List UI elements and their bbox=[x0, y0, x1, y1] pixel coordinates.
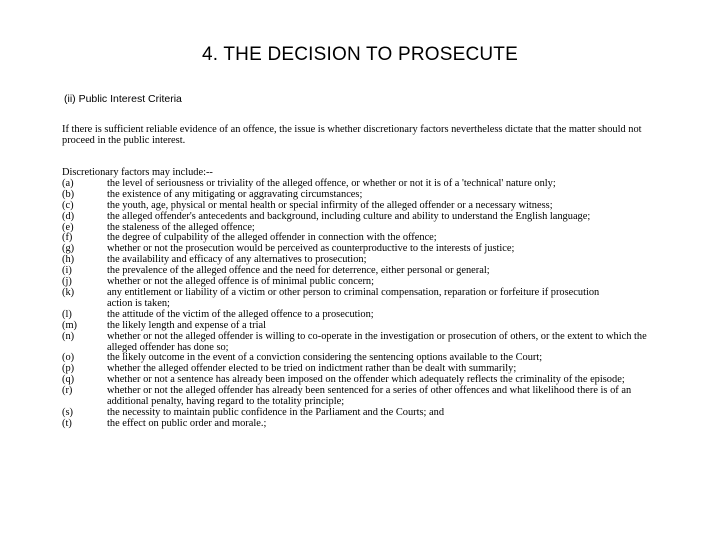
criteria-text-line: whether or not a sentence has already been imposed on the offender which adequately reflects the criminality of the episode; bbox=[107, 374, 625, 386]
criteria-item bbox=[62, 419, 672, 430]
criteria-text-line: the availability and efficacy of any alternatives to prosecution; bbox=[107, 254, 367, 266]
criteria-label: (b) bbox=[62, 188, 75, 200]
criteria-label: (r) bbox=[62, 385, 73, 397]
criteria-rows bbox=[62, 179, 672, 430]
criteria-text-line: the degree of culpability of the alleged offender in connection with the offence; bbox=[107, 232, 437, 244]
criteria-item bbox=[62, 386, 672, 408]
criteria-text-line: the youth, age, physical or mental health or special infirmity of the alleged offender or a necessary witness; bbox=[107, 199, 553, 211]
criteria-text-line: the level of seriousness or triviality of the alleged offence, or whether or not it is of a 'technical' nature only; bbox=[107, 177, 556, 189]
page-title: 4. THE DECISION TO PROSECUTE bbox=[201, 44, 518, 65]
criteria-text-line: whether or not the alleged offender is willing to co-operate in the investigation or prosecution of others, or the extent to which the alleged offender has done so; bbox=[107, 330, 647, 353]
criteria-label: (e) bbox=[62, 221, 74, 233]
criteria-label: (m) bbox=[62, 319, 78, 331]
criteria-text-line: whether or not the alleged offender has already been sentenced for a series of other offences and what likelihood there is of an additional penalty, having regard to the totality principle; bbox=[107, 385, 632, 408]
criteria-label: (s) bbox=[62, 406, 73, 418]
criteria-label: (l) bbox=[62, 308, 72, 320]
criteria-text-line: the likely outcome in the event of a conviction considering the sentencing options available to the Court; bbox=[107, 352, 543, 364]
criteria-label: (p) bbox=[62, 363, 75, 375]
criteria-text-line: whether the alleged offender elected to be tried on indictment rather than be dealt with summarily; bbox=[107, 363, 517, 375]
criteria-text-line: the necessity to maintain public confidence in the Parliament and the Courts; and bbox=[107, 406, 445, 418]
criteria-text bbox=[107, 332, 672, 354]
criteria-item bbox=[62, 201, 672, 212]
criteria-label: (a) bbox=[62, 177, 74, 189]
criteria-label: (d) bbox=[62, 210, 75, 222]
criteria-label: (f) bbox=[62, 232, 73, 244]
criteria-item bbox=[62, 212, 672, 223]
criteria-heading: Discretionary factors may include:-- bbox=[62, 167, 213, 178]
criteria-list bbox=[62, 168, 672, 430]
criteria-text-line: the attitude of the victim of the alleged offence to a prosecution; bbox=[107, 308, 374, 320]
criteria-label: (t) bbox=[62, 417, 72, 429]
criteria-text-line: action is taken; bbox=[107, 297, 170, 309]
criteria-label: (j) bbox=[62, 276, 72, 288]
criteria-label: (i) bbox=[62, 265, 72, 277]
criteria-label: (o) bbox=[62, 352, 75, 364]
criteria-item bbox=[62, 288, 672, 310]
criteria-label: (k) bbox=[62, 286, 75, 298]
criteria-text bbox=[107, 288, 672, 310]
criteria-label: (n) bbox=[62, 330, 75, 342]
criteria-label: (h) bbox=[62, 254, 75, 266]
criteria-item bbox=[62, 332, 672, 354]
criteria-text bbox=[107, 386, 672, 408]
criteria-text-line: any entitlement or liability of a victim or other person to criminal compensation, reparation or forfeiture if prosecution bbox=[107, 286, 600, 298]
criteria-label: (g) bbox=[62, 243, 75, 255]
criteria-text-line: whether or not the prosecution would be perceived as counterproductive to the interests of justice; bbox=[107, 243, 515, 255]
criteria-text bbox=[107, 419, 672, 430]
criteria-text-line: whether or not the alleged offence is of minimal public concern; bbox=[107, 276, 374, 288]
criteria-text-line: the existence of any mitigating or aggravating circumstances; bbox=[107, 188, 363, 200]
criteria-label: (c) bbox=[62, 199, 74, 211]
criteria-text-line: the effect on public order and morale.; bbox=[107, 417, 267, 429]
criteria-text-line: the prevalence of the alleged offence and the need for deterrence, either personal or general; bbox=[107, 265, 490, 277]
criteria-label: (q) bbox=[62, 374, 75, 386]
criteria-text-line: the likely length and expense of a trial bbox=[107, 319, 266, 331]
criteria-text-line: the alleged offender's antecedents and background, including culture and ability to understand the English language; bbox=[107, 210, 591, 222]
criteria-text bbox=[107, 321, 672, 332]
intro-paragraph: If there is sufficient reliable evidence of an offence, the issue is whether discretionary factors nevertheless dictate that the matter should not proceed in the public interest. bbox=[62, 124, 642, 146]
criteria-item bbox=[62, 321, 672, 332]
criteria-text bbox=[107, 212, 672, 223]
section-subtitle: (ii) Public Interest Criteria bbox=[64, 93, 182, 105]
criteria-text-line: the staleness of the alleged offence; bbox=[107, 221, 255, 233]
criteria-text bbox=[107, 201, 672, 212]
